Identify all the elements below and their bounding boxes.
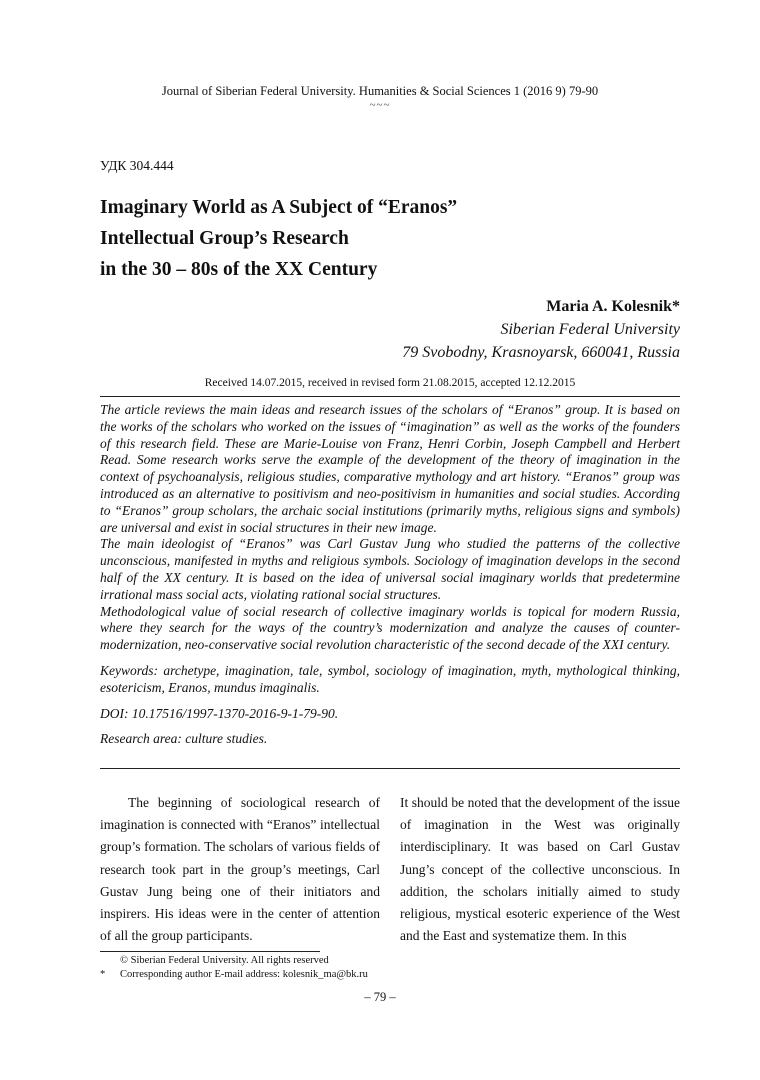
- title-line: Imaginary World as A Subject of “Eranos”: [100, 197, 458, 218]
- author-affiliation: Siberian Federal University: [500, 321, 680, 338]
- footnote-copyright: © Siberian Federal University. All rights reserved: [120, 955, 329, 966]
- received-dates: Received 14.07.2015, received in revised form 21.08.2015, accepted 12.12.2015: [204, 377, 576, 389]
- footnote-corresponding: [100, 968, 368, 982]
- title-line: in the 30 – 80s of the XX Century: [100, 259, 378, 280]
- keywords: Keywords: archetype, imagination, tale, symbol, sociology of imagination, myth, mythological thinking, esotericism, Eranos, mundus imaginalis.: [100, 662, 680, 695]
- abstract-paragraph: The main ideologist of “Eranos” was Carl Gustav Jung who studied the patterns of the collective unconscious, manifested in myths and religious symbols. Sociology of imagination develops in the second half of the XX century. It is based on the idea of universal social imaginary worlds that predetermine irrational mass social acts, violating rational social structures.: [100, 536, 680, 602]
- abstract-paragraph: The article reviews the main ideas and research issues of the scholars of “Eranos” group. It is based on the works of the scholars who worked on the issues of “imagination” as well as the works of the founders of this research field. These are Marie-Louise von Franz, Henri Corbin, Joseph Campbell and Herbert Read. Some research works serve the example of the development of the theory of imagination in the context of psychoanalysis, religious studies, comparative mythology and art history. “Eranos” group was introduced as an alternative to positivism and neo-positivism in humanities and social studies. According to “Eranos” group scholars, the archaic social institutions (primarily myths, religious signs and symbols) are universal and exist in social structures in their new image.: [100, 402, 680, 535]
- udk-code: УДК 304.444: [100, 158, 174, 173]
- body-column-right: It should be noted that the development of the issue of imagination in the West was originally interdisciplinary. It was based on Carl Gustav Jung’s concept of the collective unconscious. In addition, the scholars initially aimed to study religious, mystical esoteric experience of the West and the East and systematize them. In this: [400, 795, 680, 944]
- abstract-top-rule: [100, 396, 680, 397]
- page-number: – 79 –: [364, 990, 396, 1004]
- abstract: [100, 402, 680, 748]
- author-block: [402, 295, 680, 364]
- body-column-left: The beginning of sociological research of imagination is connected with “Eranos” intellectual group’s formation. The scholars of various fields of research took part in the group’s meetings, Carl Gustav Jung being one of their initiators and inspirers. His ideas were in the center of attention of all the group participants.: [100, 795, 380, 944]
- author-name: Maria A. Kolesnik*: [546, 298, 680, 315]
- header-ornament: ~~~: [369, 99, 391, 111]
- title-line: Intellectual Group’s Research: [100, 228, 349, 249]
- abstract-bottom-rule: [100, 768, 680, 769]
- research-area: Research area: culture studies.: [100, 731, 268, 747]
- footnote-rule: [100, 951, 320, 952]
- article-title: [100, 192, 640, 285]
- abstract-paragraph: Methodological value of social research of collective imaginary worlds is topical for modern Russia, where they search for the ways of the country’s modernization and analyze the causes of counter-modernization, neo-conservative social revolution characteristic of the second decade of the XXI century.: [100, 603, 680, 653]
- journal-header: Journal of Siberian Federal University. Humanities & Social Sciences 1 (2016 9) 79-90: [161, 84, 599, 98]
- author-address: 79 Svobodny, Krasnoyarsk, 660041, Russia: [402, 344, 680, 361]
- footnote-email: Corresponding author E-mail address: kolesnik_ma@bk.ru: [120, 969, 368, 980]
- doi: DOI: 10.17516/1997-1370-2016-9-1-79-90.: [100, 705, 339, 721]
- footnote-star: *: [100, 969, 106, 980]
